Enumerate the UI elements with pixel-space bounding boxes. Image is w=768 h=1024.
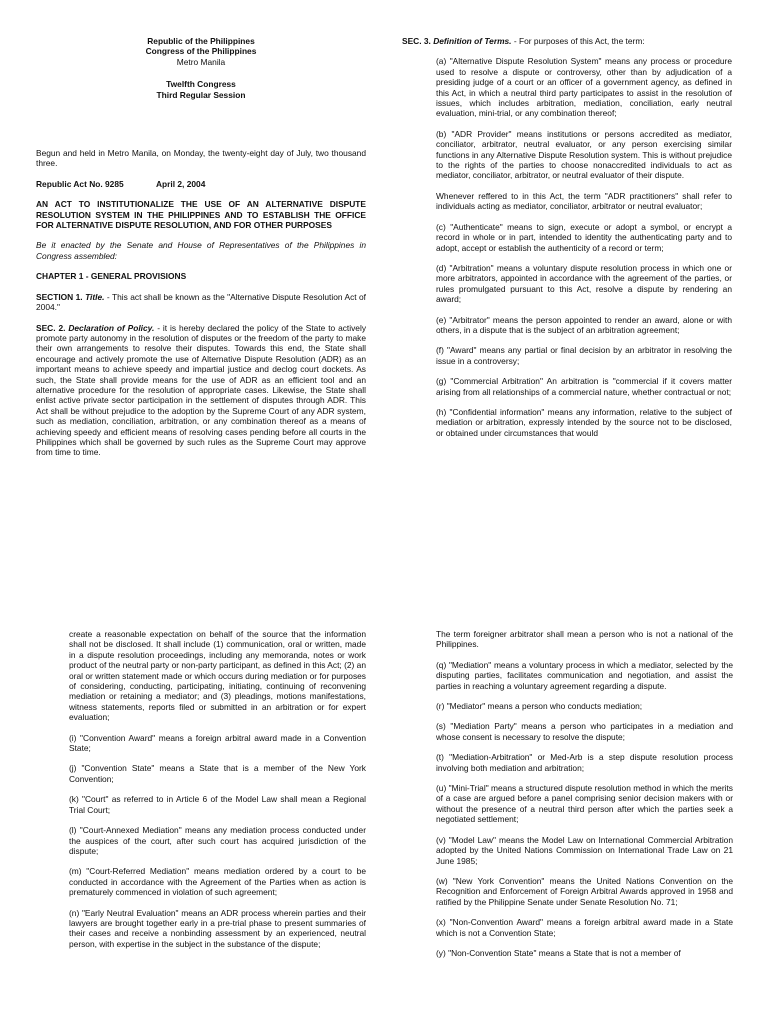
section-2 <box>36 323 366 458</box>
definition-e: (e) "Arbitrator" means the person appointed to render an award, alone or with others, in a dispute that is the subject of an arbitration agreement; <box>436 314 732 335</box>
section-2-title: Declaration of Policy. <box>68 322 155 333</box>
definition-b: (b) "ADR Provider" means institutions or persons accredited as mediator, conciliator, arbitrator, neutral evaluator, or any person exercising similar functions in any Alternative Dispute Resolution system. This is without prejudice to the rights of the parties to choose nonaccredited individuals to act as mediator, conciliator, arbitrator, or neutral evaluator of their dispute. <box>436 128 732 181</box>
definition-v: (v) "Model Law" means the Model Law on International Commercial Arbitration adopted by the United Nations Commission on International Trade Law on 21 June 1985; <box>436 834 733 866</box>
definition-d: (d) "Arbitration" means a voluntary dispute resolution process in which one or more arbitrators, appointed in accordance with the agreement of the parties, or rules promulgated pursuant to this Act, resolve a dispute by rendering an award; <box>436 262 732 305</box>
definition-adr-practitioners: Whenever reffered to in this Act, the term "ADR practitioners" shall refer to individuals acting as mediator, conciliator, arbitrator or neutral evaluator; <box>436 190 732 212</box>
section-1-title: Title. <box>85 291 105 302</box>
definition-k: (k) "Court" as referred to in Article 6 of the Model Law shall mean a Regional Trial Court; <box>69 794 366 815</box>
act-number: Republic Act No. 9285 <box>36 178 124 189</box>
definition-s: (s) "Mediation Party" means a person who participates in a mediation and whose consent is necessary to resolve the dispute; <box>436 721 733 742</box>
definition-g: (g) "Commercial Arbitration" An arbitration is "commercial if it covers matter arising from all relationships of a commercial nature, whether contractual or not; <box>436 376 732 397</box>
definition-j: (j) "Convention State" means a State that is a member of the New York Convention; <box>69 763 366 784</box>
section-2-label: SEC. 2. <box>36 322 66 333</box>
definition-u: (u) "Mini-Trial" means a structured dispute resolution method in which the merits of a case are argued before a panel comprising senior decision makers with or without the presence of a neutral third person after which the parties seek a negotiated settlement; <box>436 783 733 825</box>
act-number-line <box>36 179 366 189</box>
section-3-label: SEC. 3. <box>402 36 431 46</box>
definition-y: (y) "Non-Convention State" means a State that is not a member of <box>436 947 681 958</box>
begun-statement: Begun and held in Metro Manila, on Monday, the twenty-eight day of July, two thousand three. <box>36 148 366 169</box>
section-1-text: - This act shall be known as the "Alternative Dispute Resolution Act of 2004." <box>36 291 367 313</box>
page2-right-column <box>436 629 733 968</box>
definition-w: (w) "New York Convention" means the United Nations Convention on the Recognition and Enforcement of Foreign Arbitral Awards approved in 1958 and ratified by the Philippine Senate under Senate Resolution No. 71; <box>436 875 733 907</box>
header-congress-number: Twelfth Congress <box>166 79 236 90</box>
definition-x: (x) "Non-Convention Award" means a foreign arbitral award made in a State which is not a Convention State; <box>436 917 733 938</box>
definition-i: (i) "Convention Award" means a foreign arbitral award made in a Convention State; <box>69 732 366 754</box>
section-3-text: - For purposes of this Act, the term: <box>511 36 645 46</box>
act-title: AN ACT TO INSTITUTIONALIZE THE USE OF AN ALTERNATIVE DISPUTE RESOLUTION SYSTEM IN THE PHILIPPINES AND TO ESTABLISH THE OFFICE FOR ALTERNATIVE DISPUTE RESOLUTION, AND FOR OTHER PURPOSES <box>36 199 366 231</box>
header-congress: Congress of the Philippines <box>145 46 257 57</box>
definition-r: (r) "Mediator" means a person who conducts mediation; <box>436 701 643 712</box>
definition-t: (t) "Mediation-Arbitration" or Med-Arb is a step dispute resolution process involving both mediation and arbitration; <box>436 752 733 773</box>
enacting-clause: Be it enacted by the Senate and House of Representatives of the Philippines in Congress assembled: <box>36 240 366 261</box>
definition-l: (l) "Court-Annexed Mediation" means any mediation process conducted under the auspices of the court, after such court has acquired jurisdiction of the dispute; <box>69 825 366 856</box>
section-1 <box>36 292 366 313</box>
page1-right-column <box>402 36 732 448</box>
page2-left-column <box>69 629 366 959</box>
header-republic: Republic of the Philippines <box>147 36 255 46</box>
definition-q: (q) "Mediation" means a voluntary process in which a mediator, selected by the disputing parties, facilitates communication and negotiation, and assist the parties in reaching a voluntary agreement regarding a dispute. <box>436 659 733 691</box>
header-session: Third Regular Session <box>156 89 246 100</box>
section-3-title: Definition of Terms. <box>433 36 512 46</box>
definition-n: (n) "Early Neutral Evaluation" means an ADR process wherein parties and their lawyers are brought together early in a pre-trial phase to present summaries of their cases and receive a nonbinding assessment by an experienced, neutral person, with expertise in the subject in the substance of the dispute; <box>69 907 366 949</box>
definition-h-continued: create a reasonable expectation on behalf of the source that the information shall not be disclosed. It shall include (1) communication, oral or written, made in a dispute resolution proceedings, including any memoranda, notes or work product of the neutral party or non-party participant, as defined in this Act; (2) an oral or written statement made or which occurs during mediation or for purposes of considering, conducting, participating, initiating, continuing of reconvening mediation or retaining a mediator; and (3) pleadings, motions manifestations, witness statements, reports filed or submitted in an arbitration or for expert evaluation; <box>69 629 366 723</box>
header-location: Metro Manila <box>176 56 226 67</box>
act-date: April 2, 2004 <box>156 178 206 189</box>
page1-left-column <box>36 36 366 468</box>
definition-f: (f) "Award" means any partial or final decision by an arbitrator in resolving the issue in a controversy; <box>436 345 732 366</box>
chapter-heading: CHAPTER 1 - GENERAL PROVISIONS <box>36 271 187 282</box>
definition-foreign-arbitrator: The term foreigner arbitrator shall mean a person who is not a national of the Philippines. <box>436 629 733 650</box>
section-2-text: - it is hereby declared the policy of the State to actively promote party autonomy in the resolution of disputes or the freedom of the party to make their own arrangements to resolve their disputes. Towards this end, the State shall encourage and actively promote the use of Alternative Dispute Resolution (ADR) as an important means to achieve speedy and impartial justice and declog court dockets. As such, the State shall provide means for the use of ADR as an efficient tool and an alternative procedure for the resolution of appropriate cases. Likewise, the State shall enlist active private sector participation in the settlement of disputes through ADR. This Act shall be without prejudice to the adoption by the Supreme Court of any ADR system, such as mediation, conciliation, arbitration, or any combination thereof as a means of achieving speedy and efficient means of resolving cases pending before all courts in the Philippines which shall be governed by such rules as the Supreme Court may approve from time to time. <box>36 322 367 458</box>
definition-m: (m) "Court-Referred Mediation" means mediation ordered by a court to be conducted in accordance with the Agreement of the Parties when as action is prematurely commenced in violation of such agreement; <box>69 866 366 898</box>
section-3 <box>402 36 732 46</box>
definition-c: (c) "Authenticate" means to sign, execute or adopt a symbol, or encrypt a record in whole or in part, intended to identity the authenticating party and to adopt, accept or establish the authenticity of a record or term; <box>436 221 732 253</box>
definition-a: (a) "Alternative Dispute Resolution System" means any process or procedure used to resolve a dispute or controversy, other than by adjudication of a presiding judge of a court or an officer of a government agency, as defined in this Act, in which a neutral third party participates to assist in the resolution of issues, which includes arbitration, mediation, conciliation, early neutral evaluation, mini-trial, or any combination thereof; <box>436 56 732 119</box>
section-1-label: SECTION 1. <box>36 291 83 302</box>
definition-h: (h) "Confidential information" means any information, relative to the subject of mediation or arbitration, expressly intended by the source not to be disclosed, or obtained under circumstances that would <box>436 406 732 438</box>
